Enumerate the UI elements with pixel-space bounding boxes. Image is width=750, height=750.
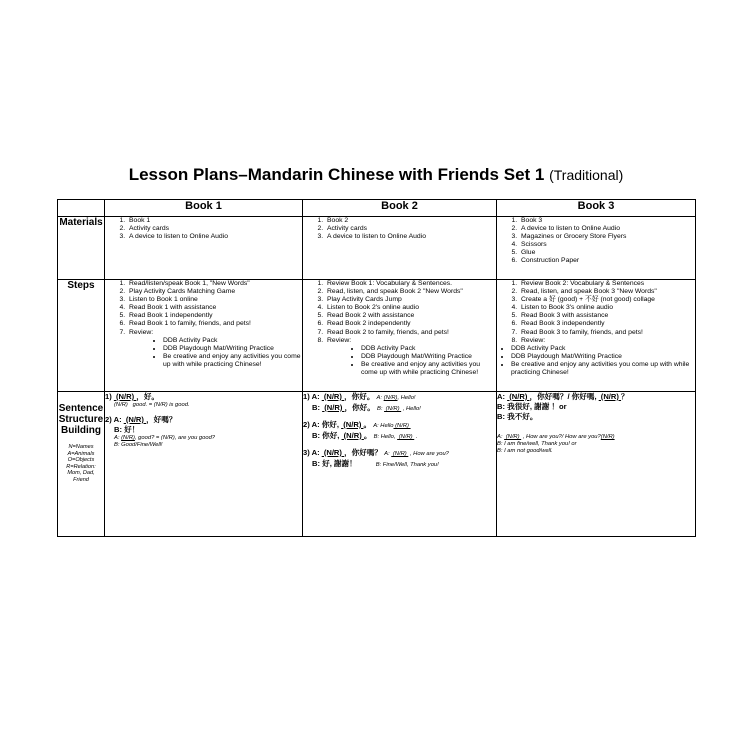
- cell-steps-book2: [303, 280, 497, 392]
- text-segment: ，好。: [136, 392, 160, 401]
- text-segment: ，好嗎？: [146, 415, 177, 424]
- list-item: R=Relation:: [66, 463, 96, 470]
- text-segment: A:: [497, 392, 508, 401]
- text-segment: B: Hello,: [373, 434, 398, 440]
- text-segment: A:: [497, 434, 505, 440]
- list-item: Mom, Dad,: [67, 470, 95, 477]
- text-segment: B: I am not good/well.: [497, 448, 553, 454]
- list-item: • Be creative and enjoy any activities you come up with while practicing Chinese!: [361, 361, 496, 377]
- list-item: 3. A device to listen to Online Audio: [127, 233, 302, 241]
- list-item: 2. Activity cards: [325, 225, 496, 233]
- list-item: 2. Read, listen, and speak Book 2 "New Words": [325, 288, 496, 296]
- cell-materials-book3: [497, 217, 696, 280]
- list-item: 1. Book 1: [127, 217, 302, 225]
- text-segment: (N/R): [121, 435, 135, 441]
- text-segment: B: Good/Fine/Well!: [114, 442, 163, 448]
- sentence-structure-label: Sentence Structure Building: [58, 403, 104, 436]
- text-segment: , How are you?: [408, 451, 449, 457]
- list-item: N=Names: [68, 444, 94, 450]
- text-line: [105, 392, 302, 402]
- list-item: • DDB Activity Pack: [511, 345, 695, 353]
- cell-steps-book3: [497, 280, 696, 392]
- list-item: • DDB Playdough Mat/Writing Practice: [361, 353, 496, 361]
- lesson-plan-table: [57, 199, 696, 537]
- text-segment: A: Hello: [373, 423, 394, 429]
- list-item: 1. Review Book 1: Vocabulary & Sentences.: [325, 280, 496, 288]
- row-label-steps: Steps: [58, 280, 105, 392]
- text-segment: 。: [363, 431, 374, 440]
- list-item: 4. Read Book 1 with assistance: [127, 304, 302, 312]
- text-segment: , good? = (N/R), are you good?: [134, 435, 216, 441]
- sentence-structure-row: [58, 392, 696, 537]
- list-item: 3. Magazines or Grocery Store Flyers: [519, 233, 695, 241]
- text-segment: A:: [114, 435, 122, 441]
- list-item: 4. Listen to Book 3's online audio: [519, 304, 695, 312]
- text-segment: ，你好。: [344, 392, 377, 401]
- text-segment: 1): [105, 392, 114, 401]
- list-item: 6. Read Book 2 independently: [325, 320, 496, 328]
- page-title-main: Lesson Plans–Mandarin Chinese with Friends Set 1: [128, 165, 545, 184]
- list-item: • DDB Activity Pack: [361, 345, 496, 353]
- text-segment: B:: [376, 406, 385, 412]
- steps-bullets-book3: [501, 345, 695, 377]
- corner-cell: [58, 200, 105, 217]
- list-item: Friend: [73, 476, 89, 483]
- text-line: [105, 415, 302, 425]
- list-item: • DDB Activity Pack: [163, 337, 302, 345]
- text-segment: , Hello!: [401, 406, 421, 412]
- list-item: 2. Activity cards: [127, 225, 302, 233]
- cell-materials-book2: [303, 217, 497, 280]
- text-segment: B: 你好,: [312, 431, 342, 440]
- text-segment: B: Fine/Well, Thank you!: [375, 462, 439, 468]
- list-item: 2. Play Activity Cards Matching Game: [127, 288, 302, 296]
- steps-bullets-book1: [153, 337, 302, 369]
- list-item: 3. A device to listen to Online Audio: [325, 233, 496, 241]
- list-item: 1. Read/listen/speak Book 1, "New Words": [127, 280, 302, 288]
- list-item: • Be creative and enjoy any activities you come up with while practicing Chinese!: [511, 361, 695, 377]
- text-line: [105, 402, 302, 409]
- text-segment: (N/R): [321, 448, 345, 457]
- list-item: O=Objects: [67, 457, 95, 464]
- text-segment: (N/R): [322, 403, 345, 412]
- text-segment: B:: [312, 403, 323, 412]
- text-segment: 1) A:: [303, 392, 322, 401]
- text-segment: 2) A:: [105, 415, 124, 424]
- text-segment: 3) A:: [303, 448, 322, 457]
- list-item: 1. Review Book 2: Vocabulary & Sentences: [519, 280, 695, 288]
- cell-sentence-book3: [497, 392, 696, 537]
- text-line: [105, 442, 302, 449]
- list-item: 2. Read, listen, and speak Book 3 "New Words": [519, 288, 695, 296]
- cell-sentence-book2: [303, 392, 497, 537]
- text-segment: ，你好嗎？: [344, 448, 385, 457]
- materials-list-book2: [303, 217, 496, 241]
- cell-sentence-book1: [105, 392, 303, 537]
- materials-list-book1: [105, 217, 302, 241]
- text-segment: (N/R): [341, 420, 364, 429]
- list-item: 8. Review:: [519, 337, 695, 345]
- steps-row: [58, 280, 696, 392]
- text-line: [497, 448, 695, 455]
- list-item: 5. Glue: [519, 249, 695, 257]
- text-segment: (N/R): [507, 392, 530, 401]
- text-line: [497, 412, 695, 422]
- text-line: [303, 448, 496, 459]
- list-item: 2. A device to listen to Online Audio: [519, 225, 695, 233]
- text-segment: (N/R): [397, 434, 415, 440]
- text-line: [303, 392, 496, 403]
- text-line: [497, 392, 695, 402]
- materials-row: [58, 217, 696, 280]
- text-segment: , How are you?/ How are you?: [521, 434, 601, 440]
- column-header-book2: Book 2: [303, 200, 497, 217]
- cell-materials-book1: [105, 217, 303, 280]
- list-item: 6. Read Book 3 independently: [519, 320, 695, 328]
- list-item: 7. Review:: [127, 329, 302, 337]
- text-segment: .: [414, 434, 418, 440]
- list-item: 5. Read Book 3 with assistance: [519, 312, 695, 320]
- steps-list-book1: [105, 280, 302, 337]
- text-line: [303, 403, 496, 414]
- text-segment: B: 好！: [114, 425, 140, 434]
- page-title-suffix: (Traditional): [549, 167, 624, 183]
- header-row: [58, 200, 696, 217]
- text-segment: ，你好嗎？/ 你好嗎,: [529, 392, 599, 401]
- text-segment: (N/R): [383, 395, 398, 401]
- text-line: [497, 434, 695, 441]
- text-line: [303, 459, 496, 470]
- text-segment: , Hello!: [397, 395, 416, 401]
- text-line: [105, 425, 302, 435]
- text-segment: B: I am fine/well, Thank you! or: [497, 441, 577, 447]
- text-line: [105, 435, 302, 442]
- list-item: 3. Create a 好 (good) + 不好 (not good) collage: [519, 296, 695, 304]
- list-item: 6. Read Book 1 to family, friends, and pets!: [127, 320, 302, 328]
- text-segment: (N/R) good. = (N/R) is good.: [114, 402, 190, 408]
- list-item: 4. Scissors: [519, 241, 695, 249]
- text-segment: (N/R): [598, 392, 622, 401]
- text-segment: 2) A: 你好,: [303, 420, 342, 429]
- steps-list-book3: [497, 280, 695, 345]
- list-item: 1. Book 2: [325, 217, 496, 225]
- text-segment: (N/R): [321, 392, 345, 401]
- row-label-materials: Materials: [58, 217, 105, 280]
- text-segment: (N/R): [393, 423, 411, 429]
- text-segment: (N/R): [391, 451, 409, 457]
- list-item: 5. Read Book 2 with assistance: [325, 312, 496, 320]
- list-item: 3. Play Activity Cards Jump: [325, 296, 496, 304]
- text-line: [303, 420, 496, 431]
- text-segment: B: 我很好, 謝謝 ！or: [497, 402, 567, 411]
- row-label-sentence-structure: [58, 392, 105, 537]
- text-segment: [357, 459, 376, 468]
- sentence-legend: [58, 444, 104, 484]
- list-item: 1. Book 3: [519, 217, 695, 225]
- text-segment: A:: [384, 451, 392, 457]
- column-header-book3: Book 3: [497, 200, 696, 217]
- text-line: [497, 402, 695, 412]
- text-segment: (N/R): [113, 392, 137, 401]
- text-segment: A:: [376, 395, 384, 401]
- list-item: 7. Read Book 2 to family, friends, and pets!: [325, 329, 496, 337]
- list-item: 6. Construction Paper: [519, 257, 695, 265]
- list-item: A=Animals: [67, 450, 95, 457]
- text-line: [497, 441, 695, 448]
- text-segment: (N/R): [384, 406, 402, 412]
- text-segment: (N/R): [600, 434, 615, 440]
- list-item: 7. Read Book 3 to family, friends, and pets!: [519, 329, 695, 337]
- steps-list-book2: [303, 280, 496, 345]
- list-item: • DDB Playdough Mat/Writing Practice: [511, 353, 695, 361]
- text-segment: ，你好。: [344, 403, 377, 412]
- text-segment: ？: [621, 392, 629, 401]
- list-item: 4. Listen to Book 2's online audio: [325, 304, 496, 312]
- text-segment: B: 我不好。: [497, 412, 538, 421]
- list-item: 8. Review:: [325, 337, 496, 345]
- text-segment: B: 好, 謝謝！: [312, 459, 357, 468]
- list-item: 3. Listen to Book 1 online: [127, 296, 302, 304]
- page-title: [57, 165, 695, 185]
- cell-steps-book1: [105, 280, 303, 392]
- steps-bullets-book2: [351, 345, 496, 377]
- text-line: [303, 431, 496, 442]
- text-segment: 。: [363, 420, 374, 429]
- list-item: 5. Read Book 1 independently: [127, 312, 302, 320]
- text-segment: (N/R): [504, 434, 522, 440]
- list-item: • Be creative and enjoy any activities you come up with while practicing Chinese!: [163, 353, 302, 369]
- column-header-book1: Book 1: [105, 200, 303, 217]
- text-segment: (N/R): [341, 431, 364, 440]
- materials-list-book3: [497, 217, 695, 266]
- list-item: • DDB Playdough Mat/Writing Practice: [163, 345, 302, 353]
- text-segment: (N/R): [123, 415, 147, 424]
